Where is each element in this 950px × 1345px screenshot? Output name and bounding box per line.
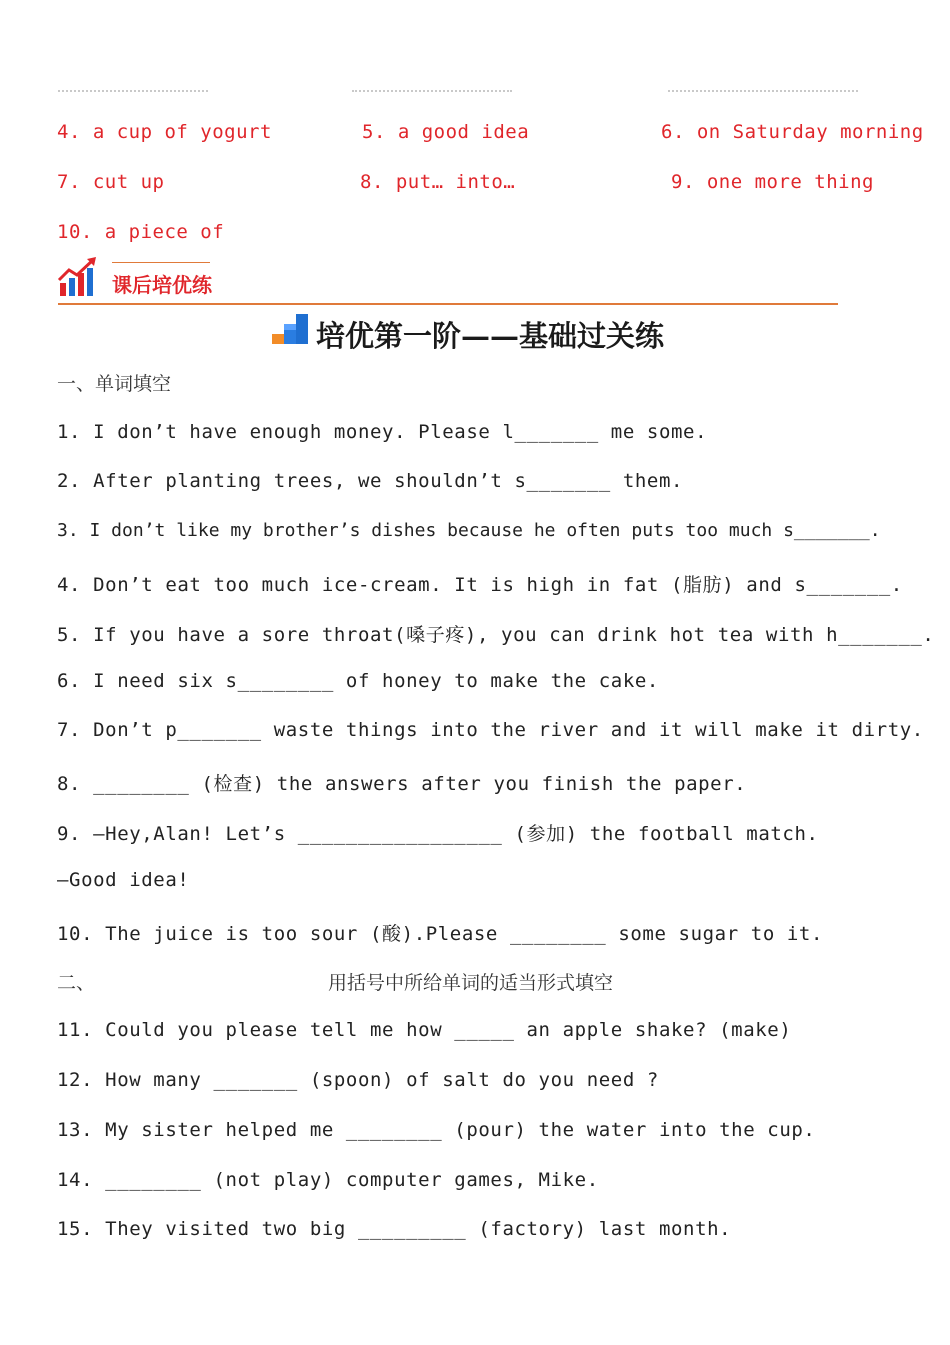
answer-item-6: 6. on Saturday morning bbox=[661, 121, 924, 143]
question-8: 8. ________ (检查) the answers after you finish the paper. bbox=[57, 773, 747, 795]
answer-item-9: 9. one more thing bbox=[671, 171, 874, 193]
question-14: 14. ________ (not play) computer games, Mike. bbox=[57, 1169, 599, 1191]
part2-heading-number: 二、 bbox=[57, 972, 96, 994]
stairs-icon bbox=[270, 312, 312, 346]
label-rule bbox=[112, 262, 210, 263]
question-2: 2. After planting trees, we shouldn’t s_______ them. bbox=[57, 470, 684, 492]
cut-off-row-1 bbox=[58, 90, 208, 94]
question-13: 13. My sister helped me ________ (pour) the water into the cup. bbox=[57, 1119, 816, 1141]
question-9-reply: —Good idea! bbox=[57, 869, 190, 891]
question-10: 10. The juice is too sour (酸).Please ________ some sugar to it. bbox=[57, 923, 824, 945]
answer-item-7: 7. cut up bbox=[57, 171, 165, 193]
page-title: 培优第一阶——基础过关练 bbox=[316, 319, 665, 353]
question-1: 1. I don’t have enough money. Please l_______ me some. bbox=[57, 421, 708, 443]
question-7: 7. Don’t p_______ waste things into the river and it will make it dirty. bbox=[57, 719, 924, 741]
cut-off-row-2 bbox=[352, 90, 512, 94]
section-label: 课后培优练 bbox=[112, 273, 212, 297]
question-5: 5. If you have a sore throat(嗓子疼), you can drink hot tea with h_______. bbox=[57, 624, 935, 646]
cut-off-row-3 bbox=[668, 90, 858, 94]
question-9: 9. —Hey,Alan! Let’s _________________ (参加) the football match. bbox=[57, 823, 819, 845]
part2-heading: 用括号中所给单词的适当形式填空 bbox=[328, 972, 614, 994]
question-15: 15. They visited two big _________ (factory) last month. bbox=[57, 1218, 732, 1240]
answer-item-5: 5. a good idea bbox=[362, 121, 530, 143]
question-6: 6. I need six s________ of honey to make the cake. bbox=[57, 670, 659, 692]
question-11: 11. Could you please tell me how _____ an apple shake? (make) bbox=[57, 1019, 792, 1041]
question-12: 12. How many _______ (spoon) of salt do you need ? bbox=[57, 1069, 659, 1091]
question-3: 3. I don’t like my brother’s dishes because he often puts too much s_______. bbox=[57, 520, 881, 541]
section-divider bbox=[58, 303, 838, 305]
part1-heading: 一、单词填空 bbox=[57, 373, 172, 395]
question-4: 4. Don’t eat too much ice-cream. It is high in fat (脂肪) and s_______. bbox=[57, 574, 903, 596]
answer-item-4: 4. a cup of yogurt bbox=[57, 121, 272, 143]
bar-chart-icon bbox=[57, 256, 99, 298]
answer-item-10: 10. a piece of bbox=[57, 221, 225, 243]
answer-item-8: 8. put… into… bbox=[360, 171, 516, 193]
